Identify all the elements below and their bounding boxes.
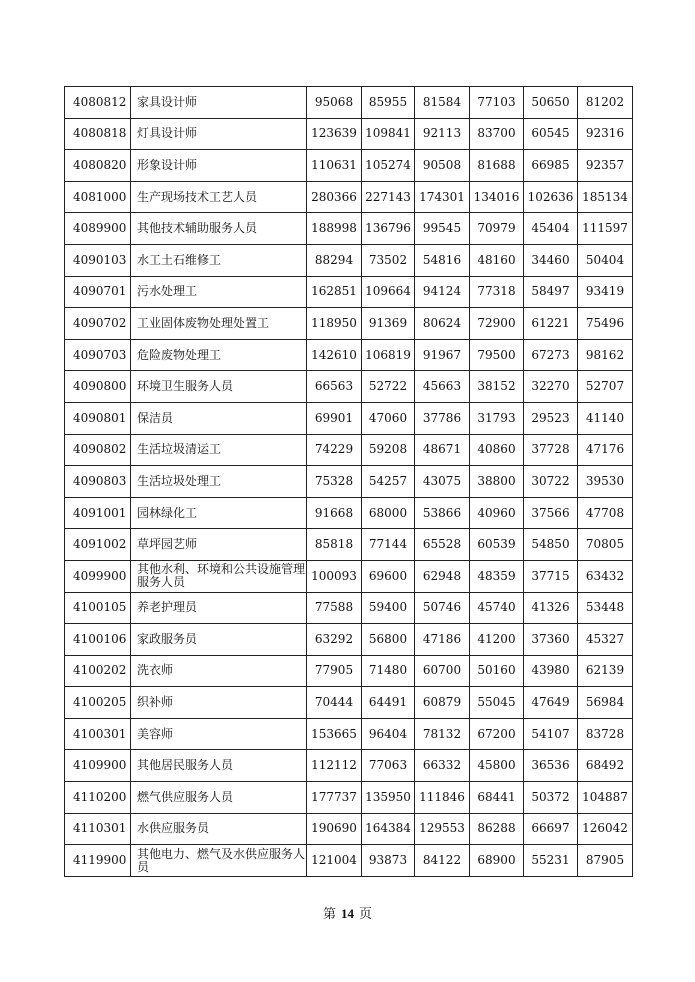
wage-value-cell: 32270 (524, 371, 578, 403)
wage-value-cell: 68492 (578, 750, 633, 782)
occupation-name-cell: 生活垃圾清运工 (131, 434, 307, 466)
table-row (65, 339, 633, 371)
wage-value-cell: 73502 (362, 244, 415, 276)
wage-value-cell: 53866 (415, 497, 470, 529)
wage-value-cell: 129553 (415, 813, 470, 845)
wage-value-cell: 70805 (578, 529, 633, 561)
wage-value-cell: 68900 (470, 845, 524, 877)
occupation-code-cell: 4100202 (65, 655, 131, 687)
wage-value-cell: 60700 (415, 655, 470, 687)
wage-value-cell: 142610 (307, 339, 362, 371)
wage-value-cell: 121004 (307, 845, 362, 877)
wage-value-cell: 30722 (524, 466, 578, 498)
table-row (65, 87, 633, 119)
wage-value-cell: 55231 (524, 845, 578, 877)
wage-value-cell: 66985 (524, 150, 578, 182)
wage-value-cell: 75496 (578, 308, 633, 340)
wage-value-cell: 80624 (415, 308, 470, 340)
wage-value-cell: 100093 (307, 560, 362, 592)
occupation-code-cell: 4099900 (65, 560, 131, 592)
wage-value-cell: 34460 (524, 244, 578, 276)
occupation-code-cell: 4090803 (65, 466, 131, 498)
occupation-name-cell: 生产现场技术工艺人员 (131, 181, 307, 213)
occupation-code-cell: 4091002 (65, 529, 131, 561)
wage-value-cell: 63432 (578, 560, 633, 592)
wage-value-cell: 64491 (362, 687, 415, 719)
occupation-name-cell: 其他水利、环境和公共设施管理服务人员 (131, 560, 307, 592)
wage-value-cell: 96404 (362, 718, 415, 750)
occupation-code-cell: 4100106 (65, 624, 131, 656)
wage-value-cell: 48160 (470, 244, 524, 276)
occupation-name-cell: 养老护理员 (131, 592, 307, 624)
wage-value-cell: 39530 (578, 466, 633, 498)
occupation-name-cell: 洗衣师 (131, 655, 307, 687)
wage-value-cell: 52722 (362, 371, 415, 403)
wage-value-cell: 134016 (470, 181, 524, 213)
wage-table (64, 86, 633, 877)
wage-value-cell: 92316 (578, 118, 633, 150)
occupation-code-cell: 4080812 (65, 87, 131, 119)
wage-value-cell: 77318 (470, 276, 524, 308)
table-row (65, 308, 633, 340)
table-row (65, 213, 633, 245)
wage-value-cell: 84122 (415, 845, 470, 877)
wage-value-cell: 90508 (415, 150, 470, 182)
wage-value-cell: 99545 (415, 213, 470, 245)
occupation-code-cell: 4090800 (65, 371, 131, 403)
wage-value-cell: 48671 (415, 434, 470, 466)
occupation-code-cell: 4100301 (65, 718, 131, 750)
wage-value-cell: 41200 (470, 624, 524, 656)
wage-value-cell: 126042 (578, 813, 633, 845)
wage-value-cell: 118950 (307, 308, 362, 340)
wage-value-cell: 77103 (470, 87, 524, 119)
table-row (65, 845, 633, 877)
occupation-name-cell: 燃气供应服务人员 (131, 782, 307, 814)
wage-value-cell: 81688 (470, 150, 524, 182)
wage-value-cell: 92113 (415, 118, 470, 150)
wage-value-cell: 37566 (524, 497, 578, 529)
wage-value-cell: 47060 (362, 402, 415, 434)
wage-value-cell: 68000 (362, 497, 415, 529)
wage-value-cell: 55045 (470, 687, 524, 719)
wage-value-cell: 50650 (524, 87, 578, 119)
wage-value-cell: 74229 (307, 434, 362, 466)
wage-value-cell: 43980 (524, 655, 578, 687)
wage-value-cell: 111597 (578, 213, 633, 245)
occupation-code-cell: 4090702 (65, 308, 131, 340)
wage-value-cell: 37360 (524, 624, 578, 656)
wage-value-cell: 70444 (307, 687, 362, 719)
wage-value-cell: 61221 (524, 308, 578, 340)
wage-value-cell: 37715 (524, 560, 578, 592)
table-row (65, 592, 633, 624)
wage-value-cell: 190690 (307, 813, 362, 845)
occupation-code-cell: 4080818 (65, 118, 131, 150)
wage-value-cell: 45800 (470, 750, 524, 782)
wage-value-cell: 40860 (470, 434, 524, 466)
wage-value-cell: 95068 (307, 87, 362, 119)
wage-value-cell: 47186 (415, 624, 470, 656)
wage-value-cell: 37786 (415, 402, 470, 434)
wage-value-cell: 45740 (470, 592, 524, 624)
table-row (65, 434, 633, 466)
wage-value-cell: 109841 (362, 118, 415, 150)
occupation-name-cell: 环境卫生服务人员 (131, 371, 307, 403)
wage-value-cell: 188998 (307, 213, 362, 245)
occupation-name-cell: 织补师 (131, 687, 307, 719)
table-row (65, 244, 633, 276)
wage-value-cell: 47649 (524, 687, 578, 719)
wage-value-cell: 66697 (524, 813, 578, 845)
wage-value-cell: 70979 (470, 213, 524, 245)
table-row (65, 497, 633, 529)
table-row (65, 150, 633, 182)
wage-value-cell: 83700 (470, 118, 524, 150)
wage-value-cell: 45663 (415, 371, 470, 403)
occupation-name-cell: 园林绿化工 (131, 497, 307, 529)
wage-value-cell: 77905 (307, 655, 362, 687)
wage-value-cell: 68441 (470, 782, 524, 814)
wage-value-cell: 50746 (415, 592, 470, 624)
wage-value-cell: 77144 (362, 529, 415, 561)
wage-value-cell: 54257 (362, 466, 415, 498)
table-body (65, 87, 633, 877)
footer-suffix: 页 (359, 907, 373, 922)
wage-value-cell: 63292 (307, 624, 362, 656)
table-row (65, 529, 633, 561)
page-number: 14 (341, 906, 354, 921)
occupation-name-cell: 家政服务员 (131, 624, 307, 656)
wage-value-cell: 58497 (524, 276, 578, 308)
wage-value-cell: 54850 (524, 529, 578, 561)
wage-value-cell: 62948 (415, 560, 470, 592)
wage-value-cell: 112112 (307, 750, 362, 782)
wage-value-cell: 65528 (415, 529, 470, 561)
wage-value-cell: 79500 (470, 339, 524, 371)
wage-value-cell: 185134 (578, 181, 633, 213)
occupation-code-cell: 4100205 (65, 687, 131, 719)
occupation-name-cell: 其他居民服务人员 (131, 750, 307, 782)
wage-value-cell: 227143 (362, 181, 415, 213)
wage-value-cell: 71480 (362, 655, 415, 687)
occupation-code-cell: 4109900 (65, 750, 131, 782)
wage-value-cell: 110631 (307, 150, 362, 182)
occupation-code-cell: 4081000 (65, 181, 131, 213)
occupation-name-cell: 其他技术辅助服务人员 (131, 213, 307, 245)
wage-value-cell: 69901 (307, 402, 362, 434)
table-row (65, 624, 633, 656)
table-row (65, 560, 633, 592)
occupation-name-cell: 生活垃圾处理工 (131, 466, 307, 498)
footer-prefix: 第 (322, 907, 336, 922)
occupation-code-cell: 4089900 (65, 213, 131, 245)
wage-value-cell: 41140 (578, 402, 633, 434)
occupation-code-cell: 4110301 (65, 813, 131, 845)
wage-value-cell: 53448 (578, 592, 633, 624)
table-row (65, 276, 633, 308)
occupation-code-cell: 4090701 (65, 276, 131, 308)
wage-value-cell: 45404 (524, 213, 578, 245)
wage-value-cell: 81584 (415, 87, 470, 119)
wage-value-cell: 54107 (524, 718, 578, 750)
occupation-name-cell: 美容师 (131, 718, 307, 750)
table-row (65, 750, 633, 782)
wage-value-cell: 40960 (470, 497, 524, 529)
wage-value-cell: 85818 (307, 529, 362, 561)
table-row (65, 782, 633, 814)
occupation-name-cell: 污水处理工 (131, 276, 307, 308)
wage-value-cell: 77063 (362, 750, 415, 782)
wage-value-cell: 109664 (362, 276, 415, 308)
wage-value-cell: 54816 (415, 244, 470, 276)
wage-value-cell: 31793 (470, 402, 524, 434)
wage-value-cell: 93873 (362, 845, 415, 877)
occupation-name-cell: 草坪园艺师 (131, 529, 307, 561)
occupation-name-cell: 灯具设计师 (131, 118, 307, 150)
occupation-code-cell: 4090801 (65, 402, 131, 434)
wage-value-cell: 38152 (470, 371, 524, 403)
wage-value-cell: 56984 (578, 687, 633, 719)
occupation-code-cell: 4100105 (65, 592, 131, 624)
table-row (65, 813, 633, 845)
occupation-code-cell: 4091001 (65, 497, 131, 529)
wage-value-cell: 78132 (415, 718, 470, 750)
wage-value-cell: 85955 (362, 87, 415, 119)
wage-value-cell: 162851 (307, 276, 362, 308)
wage-value-cell: 91668 (307, 497, 362, 529)
wage-value-cell: 56800 (362, 624, 415, 656)
wage-value-cell: 60879 (415, 687, 470, 719)
wage-value-cell: 77588 (307, 592, 362, 624)
wage-value-cell: 59208 (362, 434, 415, 466)
wage-value-cell: 91967 (415, 339, 470, 371)
wage-value-cell: 66563 (307, 371, 362, 403)
wage-value-cell: 83728 (578, 718, 633, 750)
table-row (65, 181, 633, 213)
wage-value-cell: 59400 (362, 592, 415, 624)
occupation-name-cell: 保洁员 (131, 402, 307, 434)
wage-value-cell: 47708 (578, 497, 633, 529)
wage-value-cell: 38800 (470, 466, 524, 498)
occupation-code-cell: 4119900 (65, 845, 131, 877)
occupation-name-cell: 水供应服务员 (131, 813, 307, 845)
wage-value-cell: 164384 (362, 813, 415, 845)
wage-value-cell: 37728 (524, 434, 578, 466)
wage-value-cell: 87905 (578, 845, 633, 877)
wage-value-cell: 29523 (524, 402, 578, 434)
table-row (65, 655, 633, 687)
wage-value-cell: 88294 (307, 244, 362, 276)
occupation-name-cell: 危险废物处理工 (131, 339, 307, 371)
wage-value-cell: 81202 (578, 87, 633, 119)
table-row (65, 687, 633, 719)
occupation-name-cell: 工业固体废物处理处置工 (131, 308, 307, 340)
wage-value-cell: 62139 (578, 655, 633, 687)
wage-value-cell: 111846 (415, 782, 470, 814)
wage-value-cell: 67200 (470, 718, 524, 750)
wage-value-cell: 280366 (307, 181, 362, 213)
wage-value-cell: 91369 (362, 308, 415, 340)
wage-value-cell: 43075 (415, 466, 470, 498)
wage-value-cell: 123639 (307, 118, 362, 150)
wage-value-cell: 69600 (362, 560, 415, 592)
wage-value-cell: 98162 (578, 339, 633, 371)
table-row (65, 118, 633, 150)
wage-value-cell: 94124 (415, 276, 470, 308)
occupation-code-cell: 4090802 (65, 434, 131, 466)
occupation-name-cell: 水工土石维修工 (131, 244, 307, 276)
wage-value-cell: 66332 (415, 750, 470, 782)
wage-value-cell: 67273 (524, 339, 578, 371)
wage-value-cell: 41326 (524, 592, 578, 624)
occupation-code-cell: 4110200 (65, 782, 131, 814)
occupation-name-cell: 家具设计师 (131, 87, 307, 119)
wage-value-cell: 48359 (470, 560, 524, 592)
occupation-code-cell: 4090103 (65, 244, 131, 276)
wage-value-cell: 104887 (578, 782, 633, 814)
wage-value-cell: 50404 (578, 244, 633, 276)
wage-value-cell: 135950 (362, 782, 415, 814)
table-row (65, 718, 633, 750)
wage-value-cell: 75328 (307, 466, 362, 498)
occupation-code-cell: 4090703 (65, 339, 131, 371)
wage-value-cell: 36536 (524, 750, 578, 782)
wage-value-cell: 72900 (470, 308, 524, 340)
occupation-code-cell: 4080820 (65, 150, 131, 182)
wage-value-cell: 174301 (415, 181, 470, 213)
wage-value-cell: 177737 (307, 782, 362, 814)
occupation-name-cell: 其他电力、燃气及水供应服务人员 (131, 845, 307, 877)
wage-value-cell: 102636 (524, 181, 578, 213)
wage-value-cell: 93419 (578, 276, 633, 308)
wage-value-cell: 60545 (524, 118, 578, 150)
wage-value-cell: 106819 (362, 339, 415, 371)
wage-value-cell: 105274 (362, 150, 415, 182)
wage-value-cell: 50372 (524, 782, 578, 814)
wage-value-cell: 52707 (578, 371, 633, 403)
table-row (65, 466, 633, 498)
table-row (65, 371, 633, 403)
page-footer (0, 903, 695, 922)
wage-value-cell: 153665 (307, 718, 362, 750)
wage-value-cell: 92357 (578, 150, 633, 182)
wage-value-cell: 136796 (362, 213, 415, 245)
wage-value-cell: 47176 (578, 434, 633, 466)
wage-value-cell: 45327 (578, 624, 633, 656)
wage-value-cell: 86288 (470, 813, 524, 845)
wage-value-cell: 50160 (470, 655, 524, 687)
wage-value-cell: 60539 (470, 529, 524, 561)
table-row (65, 402, 633, 434)
occupation-name-cell: 形象设计师 (131, 150, 307, 182)
